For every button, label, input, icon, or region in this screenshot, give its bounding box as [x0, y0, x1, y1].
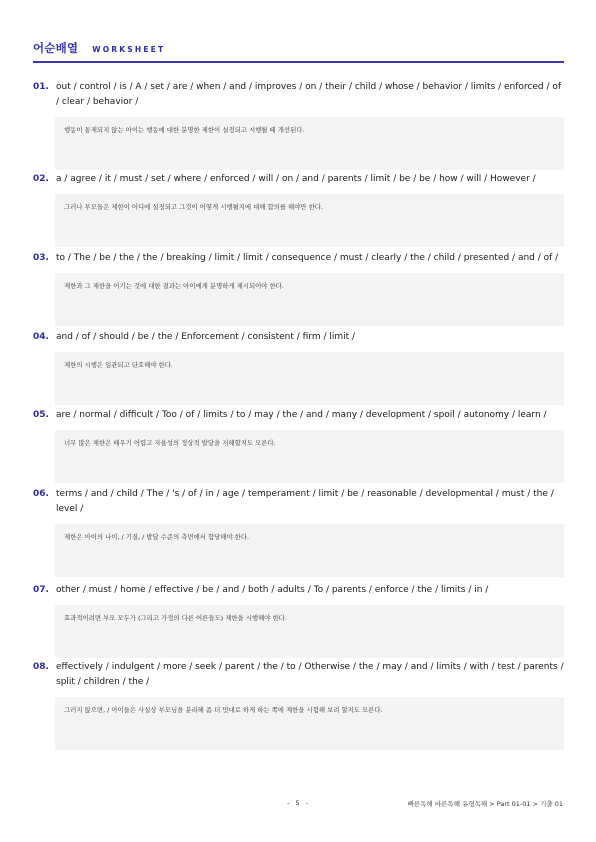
question-number: 05. — [33, 410, 49, 420]
korean-hint: 효과적이려면 부모 모두가 (그리고 가정의 다른 어른들도) 제한을 시행해야 한다. — [64, 614, 287, 622]
answer-box[interactable] — [55, 273, 564, 326]
answer-box[interactable] — [55, 194, 564, 247]
question-item — [33, 583, 564, 658]
word-bank: terms / and / child / The / 's / of / in / age / temperament / limit / be / reasonable / developmental / must / the / level / — [56, 489, 554, 514]
korean-hint: 그러지 않으면, / 아이들은 사실상 부모님을 분리해 좀 더 멋대로 하게 하는 쪽에 제한을 시험해 보려 할지도 모른다. — [64, 706, 383, 714]
word-bank: out / control / is / A / set / are / when / and / improves / on / their / child / whose / behavior / limits / enforced / of / clear / behavior / — [56, 82, 562, 107]
word-bank: and / of / should / be / the / Enforcement / consistent / firm / limit / — [56, 332, 356, 342]
page-number: - 5 - — [287, 799, 310, 807]
answer-box[interactable] — [55, 524, 564, 577]
header-divider — [33, 61, 564, 63]
word-bank: are / normal / difficult / Too / of / limits / to / may / the / and / many / development / spoil / autonomy / learn / — [56, 410, 547, 420]
korean-hint: 행동이 통제되지 않는 아이는 행동에 대한 분명한 제한이 설정되고 시행될 때 개선된다. — [64, 126, 305, 134]
page-title: 어순배열 — [33, 41, 79, 55]
word-bank: effectively / indulgent / more / seek / parent / the / to / Otherwise / the / may / and / limits / with / test / parents / split / children / the / — [56, 662, 564, 687]
page-subtitle: WORKSHEET — [92, 45, 166, 54]
korean-hint: 제한은 아이의 나이, / 기질, / 발달 수준의 측면에서 합당해야 한다. — [64, 533, 250, 541]
question-item — [33, 487, 564, 577]
answer-box[interactable] — [55, 605, 564, 658]
page-header — [33, 40, 165, 56]
question-item — [33, 330, 564, 405]
question-number: 04. — [33, 332, 49, 342]
source-breadcrumb: 빠른독해 바른독해 유형독해 > Part 01-01 > 기출 01 — [407, 800, 563, 808]
question-number: 01. — [33, 82, 49, 92]
question-number: 07. — [33, 585, 49, 595]
word-bank: to / The / be / the / the / breaking / limit / limit / consequence / must / clearly / the / child / presented / and / of / — [56, 253, 559, 263]
word-bank: other / must / home / effective / be / and / both / adults / To / parents / enforce / the / limits / in / — [56, 585, 489, 595]
question-item — [33, 408, 564, 483]
question-number: 02. — [33, 174, 49, 184]
question-number: 06. — [33, 489, 49, 499]
answer-box[interactable] — [55, 697, 564, 750]
question-item — [33, 172, 564, 247]
korean-hint: 제한의 시행은 일관되고 단호해야 한다. — [64, 361, 173, 369]
korean-hint: 그러나 부모들은 제한이 어디에 설정되고 그것이 어떻게 시행될지에 대해 합의를 해야만 한다. — [64, 203, 323, 211]
question-item — [33, 80, 564, 170]
answer-box[interactable] — [55, 352, 564, 405]
question-number: 03. — [33, 253, 49, 263]
korean-hint: 너무 많은 제한은 배우기 어렵고 자율성의 정상적 발달을 저해할지도 모른다. — [64, 439, 276, 447]
answer-box[interactable] — [55, 430, 564, 483]
question-number: 08. — [33, 662, 49, 672]
korean-hint: 제한과 그 제한을 어기는 것에 대한 결과는 아이에게 분명하게 제시되어야 한다. — [64, 282, 284, 290]
question-item — [33, 251, 564, 326]
question-item — [33, 660, 564, 750]
answer-box[interactable] — [55, 117, 564, 170]
word-bank: a / agree / it / must / set / where / enforced / will / on / and / parents / limit / be / be / how / will / However / — [56, 174, 536, 184]
